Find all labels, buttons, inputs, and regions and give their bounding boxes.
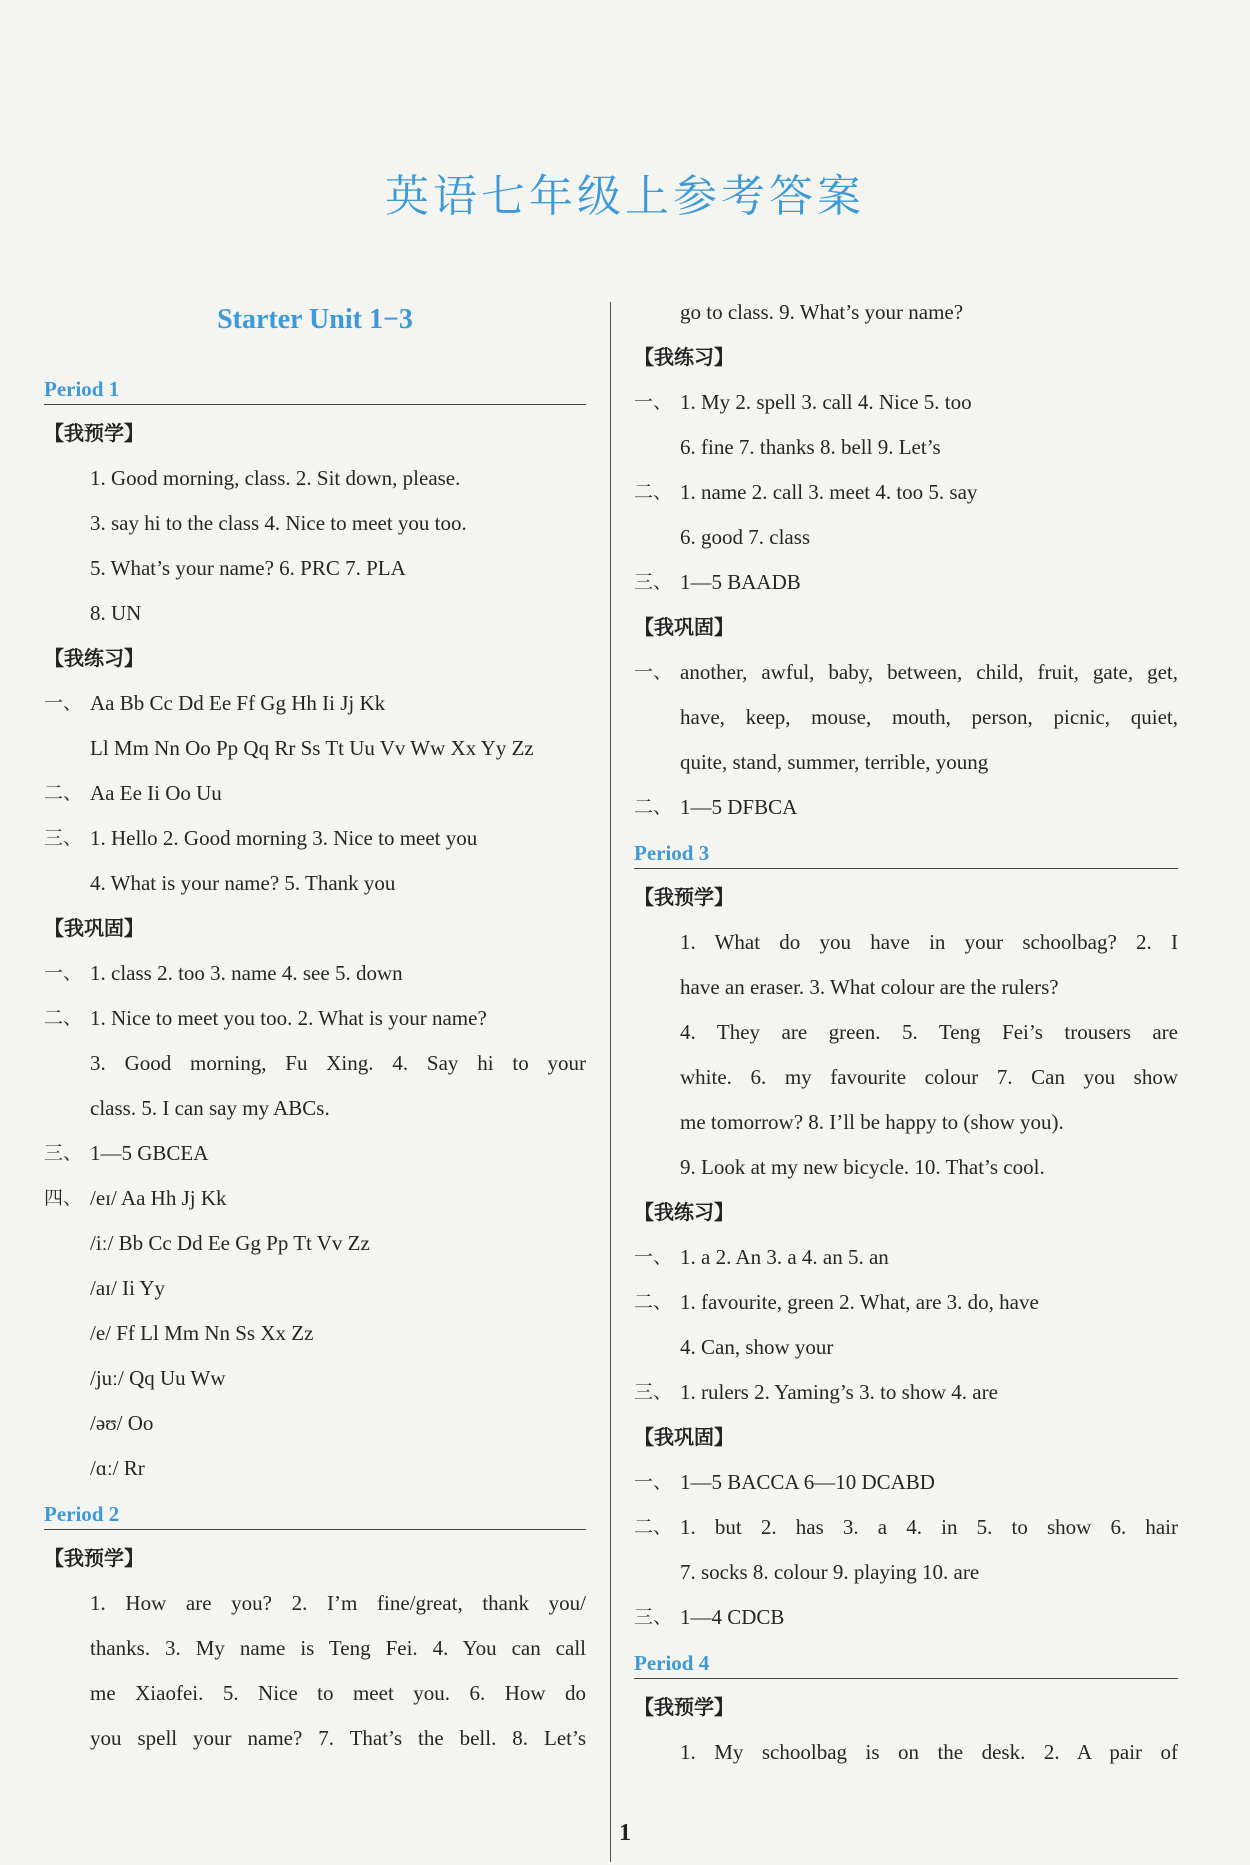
answer-text: 4. They are green. 5. Teng Fei’s trousers are [680, 1020, 1178, 1044]
question-number: 一、 [44, 962, 83, 984]
answer-line [634, 380, 1178, 425]
answer-text: 1. Good morning, class. 2. Sit down, please. [90, 466, 461, 490]
question-number: 三、 [44, 1142, 83, 1164]
question-number: 三、 [634, 1606, 673, 1628]
answer-text: 3. say hi to the class 4. Nice to meet you too. [90, 511, 467, 535]
answer-text: 1. class 2. too 3. name 4. see 5. down [90, 961, 403, 985]
answer-line [44, 546, 586, 591]
answer-text: 8. UN [90, 601, 142, 625]
answer-line [44, 1671, 586, 1716]
answer-text: 1. name 2. call 3. meet 4. too 5. say [680, 480, 978, 504]
question-number: 一、 [634, 661, 673, 683]
section-heading: 【我巩固】 [44, 916, 144, 940]
answer-text: 1—5 DFBCA [680, 795, 798, 819]
answer-text: Aa Ee Ii Oo Uu [90, 781, 222, 805]
answer-line [634, 515, 1178, 560]
answer-line [634, 1055, 1178, 1100]
answer-line [44, 951, 586, 996]
answer-text: another, awful, baby, between, child, fruit, gate, get, [680, 660, 1178, 684]
question-number: 一、 [634, 1471, 673, 1493]
left-column [44, 290, 586, 1761]
section-heading: 【我练习】 [44, 646, 144, 670]
answer-text: 4. Can, show your [680, 1335, 834, 1359]
answer-line [634, 1145, 1178, 1190]
unit-title: Starter Unit 1−3 [217, 304, 413, 335]
section-heading: 【我预学】 [44, 1546, 144, 1570]
question-number: 三、 [634, 1381, 673, 1403]
answer-text: Aa Bb Cc Dd Ee Ff Gg Hh Ii Jj Kk [90, 691, 386, 715]
answer-line [634, 650, 1178, 695]
answer-text: 1. How are you? 2. I’m fine/great, thank you/ [90, 1591, 586, 1615]
answer-text: quite, stand, summer, terrible, young [680, 750, 989, 774]
answer-text: 7. socks 8. colour 9. playing 10. are [680, 1560, 980, 1584]
answer-text: white. 6. my favourite colour 7. Can you show [680, 1065, 1178, 1089]
answer-text: 1. a 2. An 3. a 4. an 5. an [680, 1245, 889, 1269]
section-heading: 【我练习】 [634, 345, 734, 369]
period-heading: Period 4 [634, 1640, 1178, 1679]
answer-line [44, 591, 586, 636]
answer-line [634, 785, 1178, 830]
answer-text: me tomorrow? 8. I’ll be happy to (show you). [680, 1110, 1064, 1134]
answer-line [634, 470, 1178, 515]
answer-line [44, 1401, 586, 1446]
answer-text: 4. What is your name? 5. Thank you [90, 871, 396, 895]
answer-line [44, 1131, 586, 1176]
answer-line [634, 740, 1178, 785]
answer-line [44, 1446, 586, 1491]
answer-text: 1. My 2. spell 3. call 4. Nice 5. too [680, 390, 972, 414]
section-heading: 【我巩固】 [634, 1425, 734, 1449]
question-number: 一、 [634, 391, 673, 413]
answer-line [634, 425, 1178, 470]
answer-line [634, 1505, 1178, 1550]
answer-text: you spell your name? 7. That’s the bell. 8. Let’s [90, 1726, 586, 1750]
answer-line [634, 1010, 1178, 1055]
question-number: 一、 [44, 692, 83, 714]
answer-text: 1—4 CDCB [680, 1605, 785, 1629]
question-number: 二、 [634, 1291, 673, 1313]
answer-text: 6. fine 7. thanks 8. bell 9. Let’s [680, 435, 941, 459]
question-number: 二、 [634, 481, 673, 503]
answer-line [634, 290, 1178, 335]
answer-text: 5. What’s your name? 6. PRC 7. PLA [90, 556, 406, 580]
answer-text: thanks. 3. My name is Teng Fei. 4. You can call [90, 1636, 586, 1660]
period-heading: Period 2 [44, 1491, 586, 1530]
answer-text: have an eraser. 3. What colour are the rulers? [680, 975, 1059, 999]
answer-text: /iː/ Bb Cc Dd Ee Gg Pp Tt Vv Zz [90, 1231, 370, 1255]
question-number: 一、 [634, 1246, 673, 1268]
answer-line [634, 695, 1178, 740]
right-answer-list [634, 290, 1178, 1775]
answer-text: 1. Hello 2. Good morning 3. Nice to meet you [90, 826, 478, 850]
section-heading: 【我巩固】 [634, 615, 734, 639]
answer-text: 1—5 BAADB [680, 570, 801, 594]
answer-line [634, 1460, 1178, 1505]
answer-line [44, 1716, 586, 1761]
answer-text: class. 5. I can say my ABCs. [90, 1096, 330, 1120]
answer-line [634, 1235, 1178, 1280]
answer-text: /juː/ Qq Uu Ww [90, 1366, 226, 1390]
answer-text: 1—5 BACCA 6—10 DCABD [680, 1470, 935, 1494]
answer-line [44, 1086, 586, 1131]
page-title: 英语七年级上参考答案 [385, 171, 865, 222]
answer-text: 1. rulers 2. Yaming’s 3. to show 4. are [680, 1380, 998, 1404]
answer-text: Ll Mm Nn Oo Pp Qq Rr Ss Tt Uu Vv Ww Xx Yy Zz [90, 736, 534, 760]
question-number: 二、 [44, 782, 83, 804]
answer-line [44, 771, 586, 816]
answer-text: /aɪ/ Ii Yy [90, 1276, 166, 1300]
period-heading: Period 3 [634, 830, 1178, 869]
answer-text: go to class. 9. What’s your name? [680, 300, 964, 324]
answer-line [44, 1266, 586, 1311]
answer-line [44, 681, 586, 726]
answer-line [44, 1626, 586, 1671]
answer-text: /e/ Ff Ll Mm Nn Ss Xx Zz [90, 1321, 314, 1345]
answer-line [634, 1550, 1178, 1595]
period-heading: Period 1 [44, 366, 586, 405]
answer-line [44, 1356, 586, 1401]
section-heading: 【我练习】 [634, 1200, 734, 1224]
section-heading: 【我预学】 [634, 885, 734, 909]
page-number: 1 [619, 1820, 631, 1846]
answer-text: /əʊ/ Oo [90, 1411, 154, 1435]
answer-text: 1—5 GBCEA [90, 1141, 209, 1165]
answer-line [634, 1730, 1178, 1775]
answer-text: 1. Nice to meet you too. 2. What is your name? [90, 1006, 487, 1030]
answer-line [634, 1280, 1178, 1325]
answer-line [44, 861, 586, 906]
answer-line [634, 1100, 1178, 1145]
answer-text: 1. favourite, green 2. What, are 3. do, have [680, 1290, 1039, 1314]
question-number: 四、 [44, 1187, 83, 1209]
question-number: 三、 [44, 827, 83, 849]
answer-line [634, 1370, 1178, 1415]
answer-line [44, 1041, 586, 1086]
answer-text: 3. Good morning, Fu Xing. 4. Say hi to your [90, 1051, 586, 1075]
question-number: 二、 [634, 796, 673, 818]
question-number: 二、 [44, 1007, 83, 1029]
answer-line [634, 560, 1178, 605]
left-answer-list [44, 366, 586, 1761]
question-number: 二、 [634, 1516, 673, 1538]
answer-text: 1. My schoolbag is on the desk. 2. A pair of [680, 1740, 1178, 1764]
answer-line [44, 456, 586, 501]
answer-line [44, 1221, 586, 1266]
answer-line [634, 920, 1178, 965]
answer-line [44, 501, 586, 546]
answer-text: /eɪ/ Aa Hh Jj Kk [90, 1186, 227, 1210]
answer-text: 1. but 2. has 3. a 4. in 5. to show 6. hair [680, 1515, 1178, 1539]
section-heading: 【我预学】 [44, 421, 144, 445]
answer-text: 9. Look at my new bicycle. 10. That’s cool. [680, 1155, 1045, 1179]
answer-line [634, 1595, 1178, 1640]
answer-text: 1. What do you have in your schoolbag? 2. I [680, 930, 1178, 954]
question-number: 三、 [634, 571, 673, 593]
right-column [634, 290, 1178, 1775]
answer-line [44, 816, 586, 861]
section-heading: 【我预学】 [634, 1695, 734, 1719]
answer-line [44, 996, 586, 1041]
answer-text: me Xiaofei. 5. Nice to meet you. 6. How do [90, 1681, 586, 1705]
answer-line [44, 1311, 586, 1356]
answer-line [44, 1176, 586, 1221]
answer-line [634, 1325, 1178, 1370]
answer-line [44, 1581, 586, 1626]
answer-text: have, keep, mouse, mouth, person, picnic, quiet, [680, 705, 1178, 729]
answer-line [634, 965, 1178, 1010]
answer-line [44, 726, 586, 771]
answer-text: 6. good 7. class [680, 525, 811, 549]
column-divider [610, 302, 611, 1862]
answer-text: /ɑː/ Rr [90, 1456, 145, 1480]
